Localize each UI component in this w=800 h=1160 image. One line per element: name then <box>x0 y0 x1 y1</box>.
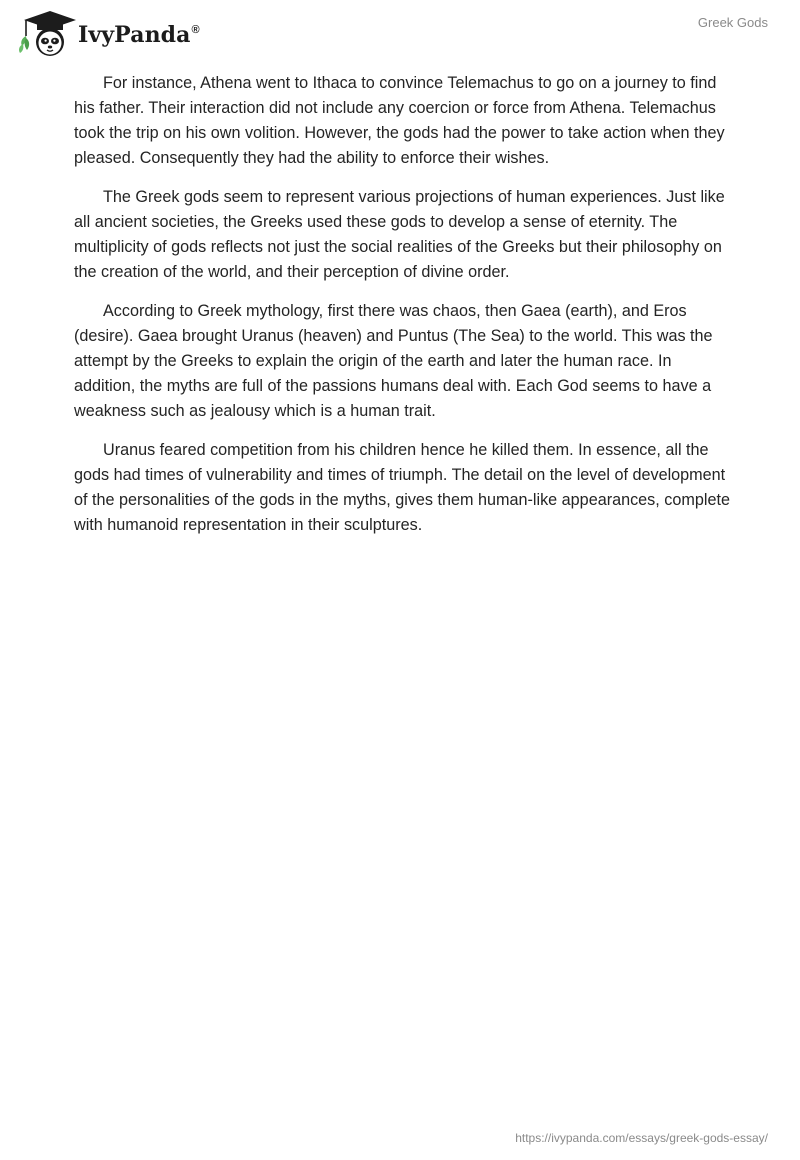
paragraph: Uranus feared competition from his children hence he killed them. In essence, all the gods had times of vulnerability and times of triumph. The detail on the level of development of the personalities of the gods in the myths, gives them human-like appearances, complete with humanoid representation in their sculptures. <box>74 441 730 534</box>
paragraph: For instance, Athena went to Ithaca to convince Telemachus to go on a journey to find his father. Their interaction did not include any coercion or force from Athena. Telemachus took the trip on his own volition. However, the gods had the power to take action when they pleased. Consequently they had the ability to enforce their wishes. <box>74 74 725 167</box>
brand-name: IvyPanda® <box>78 22 200 48</box>
essay-body <box>74 71 730 552</box>
paragraph: According to Greek mythology, first there was chaos, then Gaea (earth), and Eros (desire). Gaea brought Uranus (heaven) and Puntus (The Sea) to the world. This was the attempt by the Greeks to explain the origin of the earth and later the human race. In addition, the myths are full of the passions humans deal with. Each God seems to have a weakness such as jealousy which is a human trait. <box>74 302 713 420</box>
panda-graduation-cap-icon <box>14 8 76 58</box>
ivypanda-logo[interactable] <box>14 8 200 58</box>
page-header <box>0 0 800 70</box>
paragraph: The Greek gods seem to represent various projections of human experiences. Just like all ancient societies, the Greeks used these gods to develop a sense of eternity. The multiplicity of gods reflects not just the social realities of the Greeks but their philosophy on the creation of the world, and their perception of divine order. <box>74 188 725 281</box>
source-url-link[interactable]: https://ivypanda.com/essays/greek-gods-essay/ <box>515 1131 768 1145</box>
registered-mark: ® <box>191 24 200 36</box>
document-title: Greek Gods <box>697 15 768 30</box>
